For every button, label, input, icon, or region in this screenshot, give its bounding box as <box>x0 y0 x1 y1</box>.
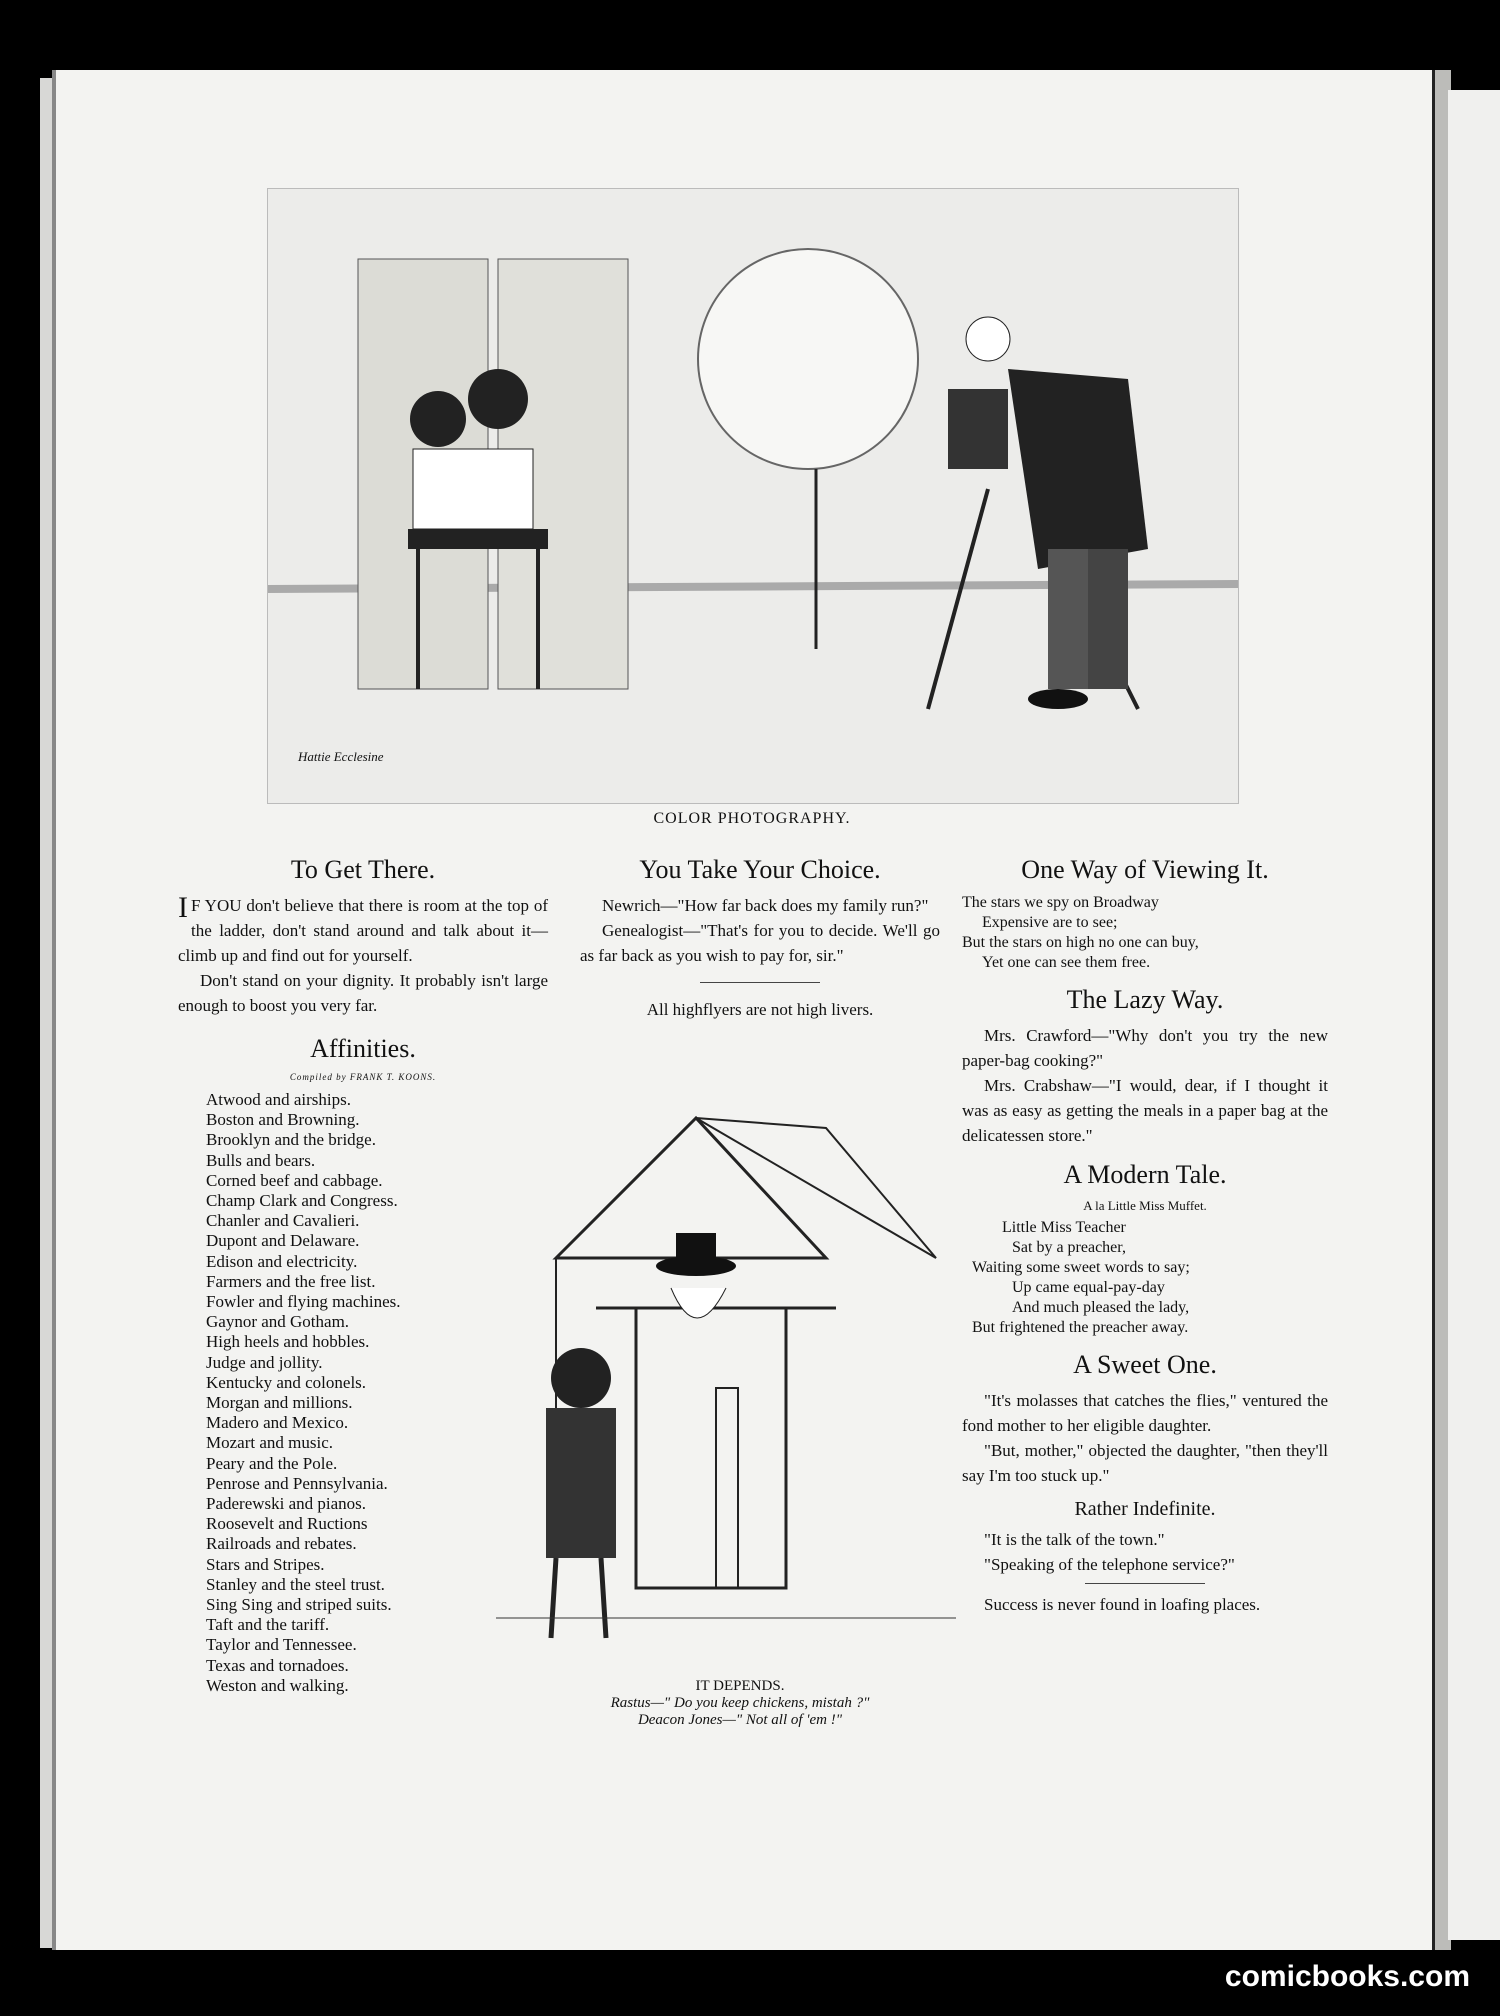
caption-line-1: Rastus—" Do you keep chickens, mistah ?" <box>610 1695 870 1711</box>
heading-to-get-there: To Get There. <box>290 855 436 884</box>
list-item: Taylor and Tennessee. <box>206 1635 357 1655</box>
to-get-there-text-2: Don't stand on your dignity. It probably isn't large enough to boost you very far. <box>178 971 548 1015</box>
list-item: Boston and Browning. <box>206 1110 360 1130</box>
list-item: Chanler and Cavalieri. <box>206 1211 360 1231</box>
illustration-caption: COLOR PHOTOGRAPHY. <box>653 810 851 827</box>
list-item: Farmers and the free list. <box>206 1271 376 1291</box>
verse-line: Yet one can see them free. <box>982 954 1151 971</box>
caption-title: IT DEPENDS. <box>695 1678 785 1694</box>
list-item: Atwood and airships. <box>206 1090 351 1109</box>
artist-signature: Hattie Ecclesine <box>298 749 384 764</box>
watermark: comicbooks.com <box>1224 1960 1470 1993</box>
list-item: Champ Clark and Congress. <box>206 1191 398 1211</box>
list-item: Texas and tornadoes. <box>206 1655 349 1675</box>
list-item: Morgan and millions. <box>206 1393 353 1413</box>
verse-line: But the stars on high no one can buy, <box>962 934 1199 951</box>
affinities-list <box>178 1090 548 1696</box>
verse-line: And much pleased the lady, <box>1012 1299 1190 1316</box>
next-page-edge <box>1448 90 1500 1940</box>
caption-line-2: Deacon Jones—" Not all of 'em !" <box>637 1712 843 1728</box>
heading-one-way: One Way of Viewing It. <box>1021 855 1269 884</box>
indefinite-text-1: "It is the talk of the town." <box>984 1530 1165 1549</box>
choice-text-1: Newrich—"How far back does my family run?" <box>602 896 929 915</box>
heading-modern-tale: A Modern Tale. <box>1063 1160 1227 1189</box>
list-item: Dupont and Delaware. <box>206 1231 360 1251</box>
verse-line: But frightened the preacher away. <box>972 1319 1189 1336</box>
list-item: Sing Sing and striped suits. <box>206 1595 392 1615</box>
color-photography-illustration <box>267 188 1239 804</box>
it-depends-caption <box>560 1678 920 1729</box>
list-item: Kentucky and colonels. <box>206 1372 367 1392</box>
choice-text-2: Genealogist—"That's for you to decide. We'll go as far back as you wish to pay for, sir." <box>580 921 940 965</box>
verse-line: Expensive are to see; <box>982 914 1118 931</box>
verse-modern-tale <box>962 1218 1328 1338</box>
list-item: Madero and Mexico. <box>206 1413 349 1433</box>
verse-line: Up came equal-pay-day <box>1012 1279 1165 1296</box>
list-item: Railroads and rebates. <box>206 1534 357 1554</box>
list-item: Gaynor and Gotham. <box>206 1312 350 1332</box>
sweet-text-2: "But, mother," objected the daughter, "then they'll say I'm too stuck up." <box>962 1441 1328 1485</box>
indefinite-text-2: "Speaking of the telephone service?" <box>984 1555 1235 1574</box>
list-item: Brooklyn and the bridge. <box>206 1130 376 1150</box>
list-item: Judge and jollity. <box>206 1352 323 1372</box>
verse-one-way <box>962 893 1328 973</box>
heading-affinities: Affinities. <box>310 1034 416 1063</box>
verse-line: Little Miss Teacher <box>1002 1219 1126 1236</box>
lazy-text-1: Mrs. Crawford—"Why don't you try the new paper-bag cooking?" <box>962 1026 1328 1070</box>
list-item: High heels and hobbles. <box>206 1332 370 1352</box>
list-item: Weston and walking. <box>206 1675 349 1695</box>
list-item: Edison and electricity. <box>206 1251 358 1271</box>
lazy-text-2: Mrs. Crabshaw—"I would, dear, if I thought it was as easy as getting the meals in a paper bag at the delicatessen store." <box>962 1076 1328 1145</box>
it-depends-illustration <box>496 1098 956 1668</box>
verse-line: The stars we spy on Broadway <box>962 894 1159 911</box>
list-item: Fowler and flying machines. <box>206 1292 401 1312</box>
list-item: Roosevelt and Ructions <box>206 1514 368 1534</box>
drop-cap: I <box>178 891 188 924</box>
heading-you-take-your-choice: You Take Your Choice. <box>639 855 881 884</box>
modern-tale-subtitle: A la Little Miss Muffet. <box>1083 1198 1207 1213</box>
divider <box>700 982 820 983</box>
column-3 <box>962 855 1328 1617</box>
heading-rather-indefinite: Rather Indefinite. <box>1074 1498 1216 1520</box>
divider <box>1085 1583 1205 1584</box>
highflyers-text: All highflyers are not high livers. <box>646 1000 874 1019</box>
list-item: Penrose and Pennsylvania. <box>206 1473 388 1493</box>
to-get-there-text: F YOU don't believe that there is room at the top of the ladder, don't stand around and talk about it—climb up and find out for yourself. <box>178 896 548 965</box>
list-item: Taft and the tariff. <box>206 1615 330 1635</box>
list-item: Stars and Stripes. <box>206 1554 325 1574</box>
list-item: Paderewski and pianos. <box>206 1494 367 1514</box>
affinities-credit: Compiled by FRANK T. KOONS. <box>289 1072 437 1082</box>
list-item: Corned beef and cabbage. <box>206 1170 383 1190</box>
heading-lazy-way: The Lazy Way. <box>1066 985 1224 1014</box>
list-item: Bulls and bears. <box>206 1150 316 1170</box>
list-item: Peary and the Pole. <box>206 1453 338 1473</box>
column-1 <box>178 855 548 1696</box>
verse-line: Sat by a preacher, <box>1012 1239 1126 1256</box>
list-item: Stanley and the steel trust. <box>206 1574 385 1594</box>
list-item: Mozart and music. <box>206 1433 333 1453</box>
heading-sweet-one: A Sweet One. <box>1073 1350 1217 1379</box>
verse-line: Waiting some sweet words to say; <box>972 1259 1190 1276</box>
success-text: Success is never found in loafing places. <box>984 1595 1261 1614</box>
column-2 <box>580 855 940 1022</box>
sweet-text-1: "It's molasses that catches the flies," ventured the fond mother to her eligible daughter. <box>962 1391 1328 1435</box>
